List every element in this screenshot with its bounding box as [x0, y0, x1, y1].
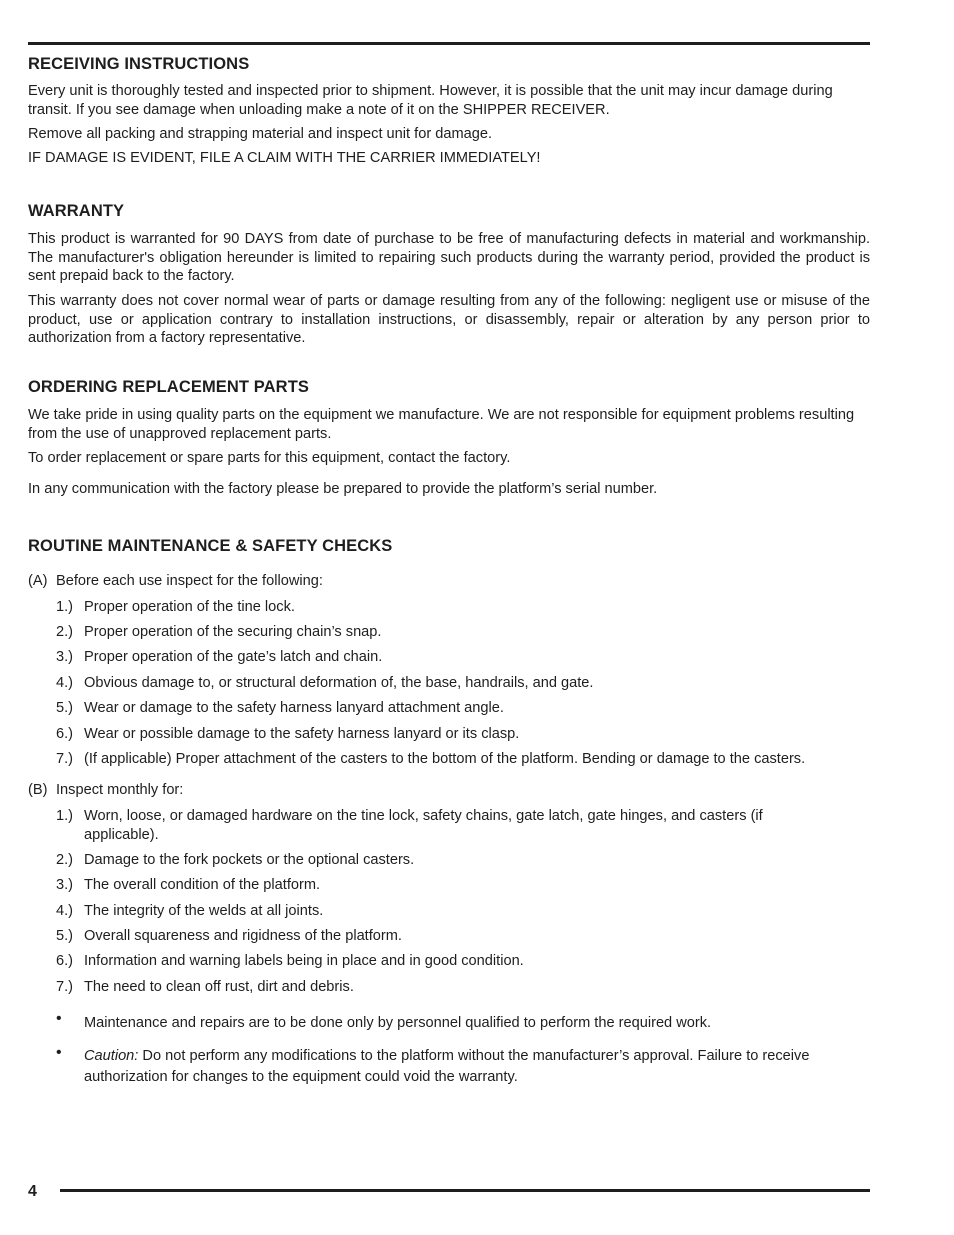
- list-item-number: 6.): [56, 953, 74, 969]
- list-item-number: 3.): [56, 877, 74, 893]
- ordering-paragraph-2: To order replacement or spare parts for this equipment, contact the factory.: [28, 450, 511, 466]
- bullet-icon: •: [56, 1010, 62, 1027]
- list-item-text: Damage to the fork pockets or the optional casters.: [84, 852, 415, 868]
- list-item-text: Proper operation of the securing chain’s snap.: [84, 624, 382, 640]
- section-b-marker: (B): [28, 782, 48, 798]
- list-item-number: 2.): [56, 852, 74, 868]
- list-item-number: 6.): [56, 726, 74, 742]
- list-item-text: The overall condition of the platform.: [84, 877, 321, 893]
- list-item-text: Information and warning labels being in place and in good condition.: [84, 953, 524, 969]
- receiving-paragraph-3: IF DAMAGE IS EVIDENT, FILE A CLAIM WITH THE CARRIER IMMEDIATELY!: [28, 150, 541, 166]
- list-item-number: 7.): [56, 751, 74, 767]
- list-item-number: 2.): [56, 624, 74, 640]
- list-item-text: Proper operation of the gate’s latch and chain.: [84, 649, 383, 665]
- list-item-text: Worn, loose, or damaged hardware on the tine lock, safety chains, gate latch, gate hinges, and casters (if applicable).: [84, 808, 763, 843]
- caution-text: Do not perform any modifications to the platform without the manufacturer’s approval. Failure to receive authorization for changes to the equipment could void the warranty.: [84, 1048, 810, 1085]
- receiving-paragraph-1: Every unit is thoroughly tested and inspected prior to shipment. However, it is possible that the unit may incur damage during transit. If you see damage when unloading make a note of it on the SHIPPER RECEIVER.: [28, 83, 833, 118]
- list-item-text: (If applicable) Proper attachment of the casters to the bottom of the platform. Bending or damage to the casters.: [84, 751, 806, 767]
- ordering-paragraph-3: In any communication with the factory please be prepared to provide the platform’s serial number.: [28, 481, 658, 497]
- bullet-text: [84, 1046, 870, 1088]
- list-item-number: 1.): [56, 808, 74, 824]
- list-item-text: Overall squareness and rigidness of the platform.: [84, 928, 402, 944]
- maintenance-heading: ROUTINE MAINTENANCE & SAFETY CHECKS: [28, 537, 393, 555]
- list-item-text: Wear or possible damage to the safety harness lanyard or its clasp.: [84, 726, 520, 742]
- receiving-paragraph-2: Remove all packing and strapping material and inspect unit for damage.: [28, 126, 493, 142]
- list-item-text: Wear or damage to the safety harness lanyard attachment angle.: [84, 700, 504, 716]
- list-item-number: 3.): [56, 649, 74, 665]
- warranty-paragraph-2: This warranty does not cover normal wear of parts or damage resulting from any of the following: negligent use or misuse of the product, use or application contrary to installation instructions, or disassembly, repair or alteration by any person prior to authorization from a factory representative.: [28, 293, 870, 347]
- top-rule: [28, 42, 870, 45]
- list-item-text: Obvious damage to, or structural deformation of, the base, handrails, and gate.: [84, 675, 594, 691]
- warranty-heading: WARRANTY: [28, 202, 125, 220]
- section-a-label: Before each use inspect for the following:: [56, 573, 323, 589]
- list-item-number: 7.): [56, 979, 74, 995]
- ordering-paragraph-1: We take pride in using quality parts on the equipment we manufacture. We are not responsible for equipment problems resulting from the use of unapproved replacement parts.: [28, 407, 855, 442]
- list-item-number: 5.): [56, 700, 74, 716]
- list-item-number: 1.): [56, 599, 74, 615]
- list-item-number: 4.): [56, 903, 74, 919]
- receiving-heading: RECEIVING INSTRUCTIONS: [28, 55, 250, 73]
- page-number: 4: [28, 1183, 37, 1200]
- list-item-number: 5.): [56, 928, 74, 944]
- bullet-icon: •: [56, 1044, 62, 1061]
- bullet-text: Maintenance and repairs are to be done only by personnel qualified to perform the required work.: [84, 1015, 712, 1031]
- section-b-label: Inspect monthly for:: [56, 782, 184, 798]
- caution-label: Caution:: [84, 1048, 139, 1064]
- bottom-rule: [60, 1189, 870, 1192]
- list-item-text: The need to clean off rust, dirt and debris.: [84, 979, 354, 995]
- warranty-paragraph-1: This product is warranted for 90 DAYS from date of purchase to be free of manufacturing defects in material and workmanship. The manufacturer's obligation hereunder is limited to repairing such products during the warranty period, provided the product is sent prepaid back to the factory.: [28, 231, 870, 285]
- list-item-text: The integrity of the welds at all joints.: [84, 903, 324, 919]
- ordering-heading: ORDERING REPLACEMENT PARTS: [28, 378, 309, 396]
- list-item-text: Proper operation of the tine lock.: [84, 599, 295, 615]
- section-a-marker: (A): [28, 573, 48, 589]
- list-item-number: 4.): [56, 675, 74, 691]
